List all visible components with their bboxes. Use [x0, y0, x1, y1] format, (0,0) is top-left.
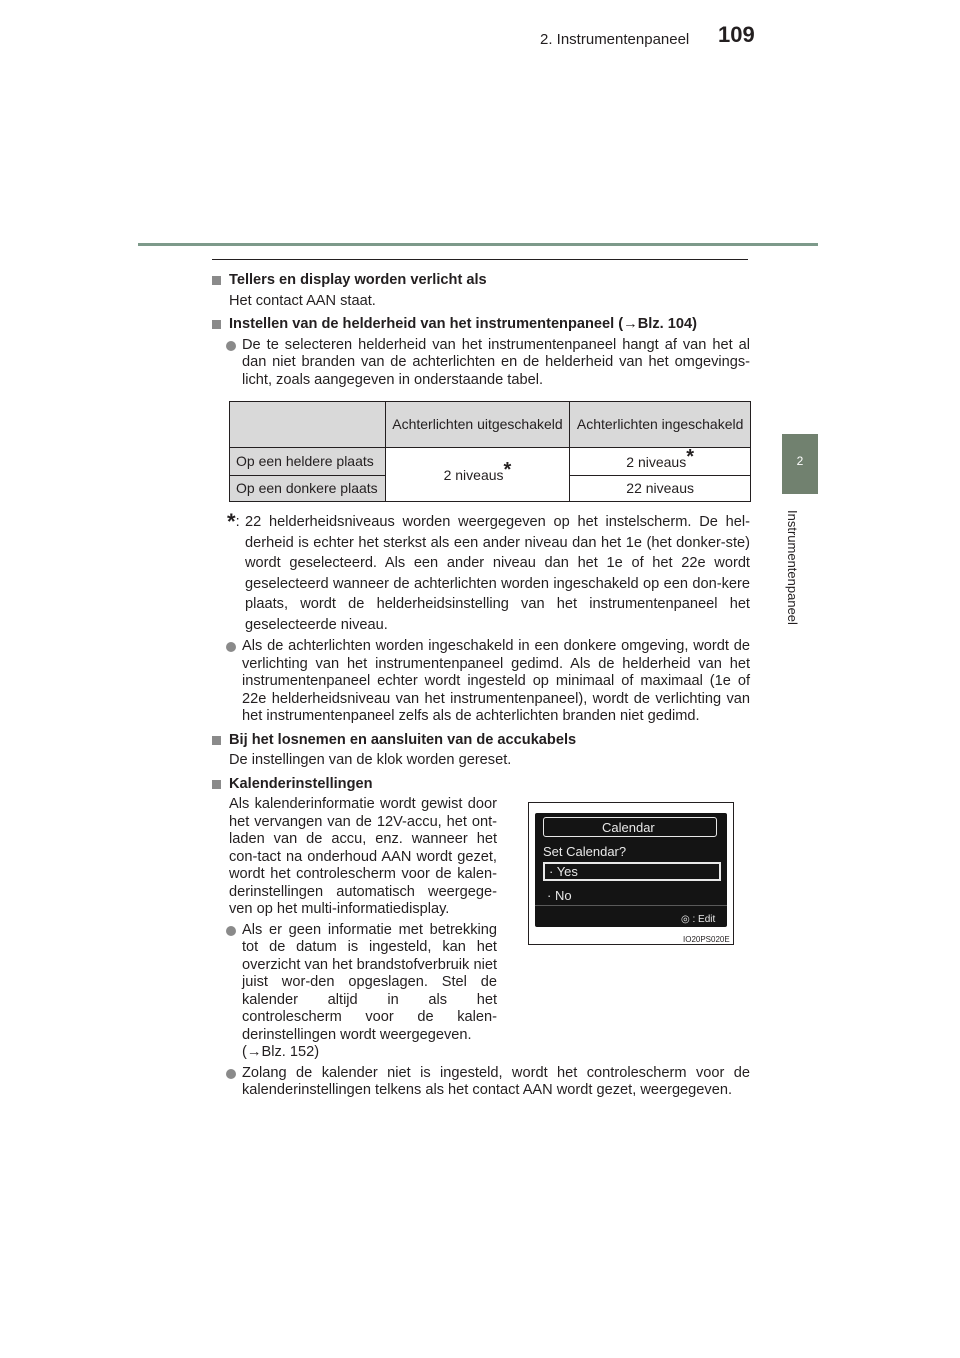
- header-section-title: 2. Instrumentenpaneel: [540, 31, 690, 48]
- calendar-section: [212, 796, 750, 1062]
- screen-title: Calendar: [543, 817, 717, 837]
- bullet-brightness-table-intro: De te selecteren helderheid van het instrumentenpaneel hangt af van het al dan niet branden van de achterlichten en de helderheid van het omgevings-licht, zoals aangegeven in onderstaande tabel.: [212, 337, 750, 390]
- footnote-star-icon: *: [686, 446, 694, 468]
- header-divider: [138, 243, 818, 246]
- section-heading-illumination: Tellers en display worden verlicht als: [212, 272, 750, 290]
- heading-brightness-ref: Blz. 104): [637, 316, 697, 332]
- chapter-tab: 2: [782, 434, 818, 494]
- calendar-text-column: [212, 796, 497, 1062]
- footnote-star: *: [227, 509, 236, 534]
- table-footnote: [212, 509, 750, 635]
- table-header-row: [230, 402, 751, 448]
- section-heading-battery: Bij het losnemen en aansluiten van de accukabels: [212, 732, 750, 750]
- table-header-taillights-on: Achterlichten ingeschakeld: [570, 402, 751, 448]
- content-top-rule: [212, 259, 748, 260]
- chapter-tab-label: [784, 510, 816, 640]
- table-merged-value: 2 niveaus: [443, 467, 504, 483]
- calendar-screen-figure: [528, 802, 734, 945]
- brightness-table: [229, 401, 751, 502]
- option-yes: · Yes: [543, 862, 721, 881]
- bullet-calendar-date: Als er geen informatie met betrekking tot de datum is ingesteld, kan het overzicht van het brandstofverbruik niet juist wor-den opgeslagen. Stel de kalender altijd in als het controlescherm voor de kalen-derinstellingen wordt weergegeven. (→Blz. 152): [212, 922, 497, 1062]
- screen-question: Set Calendar?: [543, 844, 627, 859]
- section-text-battery: De instellingen van de klok worden gereset.: [229, 752, 512, 768]
- table-row: [230, 448, 751, 476]
- main-content: [212, 266, 750, 1100]
- footnote-marker: *:: [227, 509, 240, 534]
- arrow-icon: →: [246, 1044, 262, 1060]
- bullet-calendar-startup: Zolang de kalender niet is ingesteld, wordt het controlescherm voor de kalenderinstellingen telkens als het contact AAN wordt gezet, weergegeven.: [212, 1065, 750, 1100]
- table-row-label-dark: Op een donkere plaats: [230, 476, 386, 502]
- table-header-taillights-off: Achterlichten uitgeschakeld: [385, 402, 570, 448]
- bullet-dimming: Als de achterlichten worden ingeschakeld in een donkere omgeving, wordt de verlichting van het instrumentenpaneel gedimd. Als de helderheid van het instrumentenpaneel echter wordt ingesteld op minimaal of maximaal (1e of 22e helderheidsniveau van het instrumentenpaneel), wordt de verlichting van het instrumentenpaneel zelfs als de achterlichten branden niet gedimd.: [212, 638, 750, 726]
- table-corner-cell: [230, 402, 386, 448]
- option-no: · No: [547, 888, 572, 903]
- section-heading-calendar: Kalenderinstellingen: [212, 776, 750, 794]
- chapter-tab-label-text: Instrumentenpaneel: [785, 510, 800, 625]
- footnote-text: 22 helderheidsniveaus worden weergegeven op het instelscherm. De hel-derheid is echter het sterkst als een ander niveau dan het 1e (het donker-ste) wordt geselecteerd. Als een ander niveau dan het 1e of het 22e wordt geselecteerd wanneer de achterlichten worden ingeschakeld op een don-kere plaats, wordt de helderheidsinstelling van het instrumentenpaneel het geselecteerde niveau.: [245, 514, 750, 633]
- section-text-illumination: Het contact AAN staat.: [229, 292, 376, 309]
- table-cell-bright-on: [570, 448, 751, 476]
- bullet-calendar-date-text: Als er geen informatie met betrekking tot de datum is ingesteld, kan het overzicht van het brandstofverbruik niet juist wor-den opgeslagen. Stel de kalender altijd in als het controlescherm voor de kalen-derinstellingen wordt weergegeven.: [242, 921, 497, 1043]
- table-cell-dark-on: 22 niveaus: [570, 476, 751, 502]
- screen-separator: [535, 905, 727, 906]
- section-heading-brightness: [212, 316, 750, 334]
- heading-brightness-text: Instellen van de helderheid van het instrumentenpaneel (: [229, 316, 624, 332]
- calendar-page-ref: Blz. 152): [261, 1044, 320, 1060]
- table-bright-on-value: 2 niveaus: [626, 454, 687, 470]
- edit-hint: ◎ : Edit: [681, 914, 716, 925]
- table-row-label-bright: Op een heldere plaats: [230, 448, 386, 476]
- arrow-icon: →: [623, 316, 638, 332]
- footnote-star-icon: *: [503, 459, 512, 481]
- display-screen: [535, 813, 727, 927]
- table-cell-merged: [385, 448, 570, 502]
- section-text-calendar: Als kalenderinformatie wordt gewist door het vervangen van de 12V-accu, het ont-laden van de accu, enz. wanneer het con-tact na onderhoud AAN wordt gezet, wordt het controlescherm voor de kalen-derinstellingen automatisch weergege-ven op het multi-informatiedisplay.: [229, 796, 497, 917]
- figure-code: IO20PS020E: [683, 935, 730, 944]
- page-number: 109: [718, 22, 755, 47]
